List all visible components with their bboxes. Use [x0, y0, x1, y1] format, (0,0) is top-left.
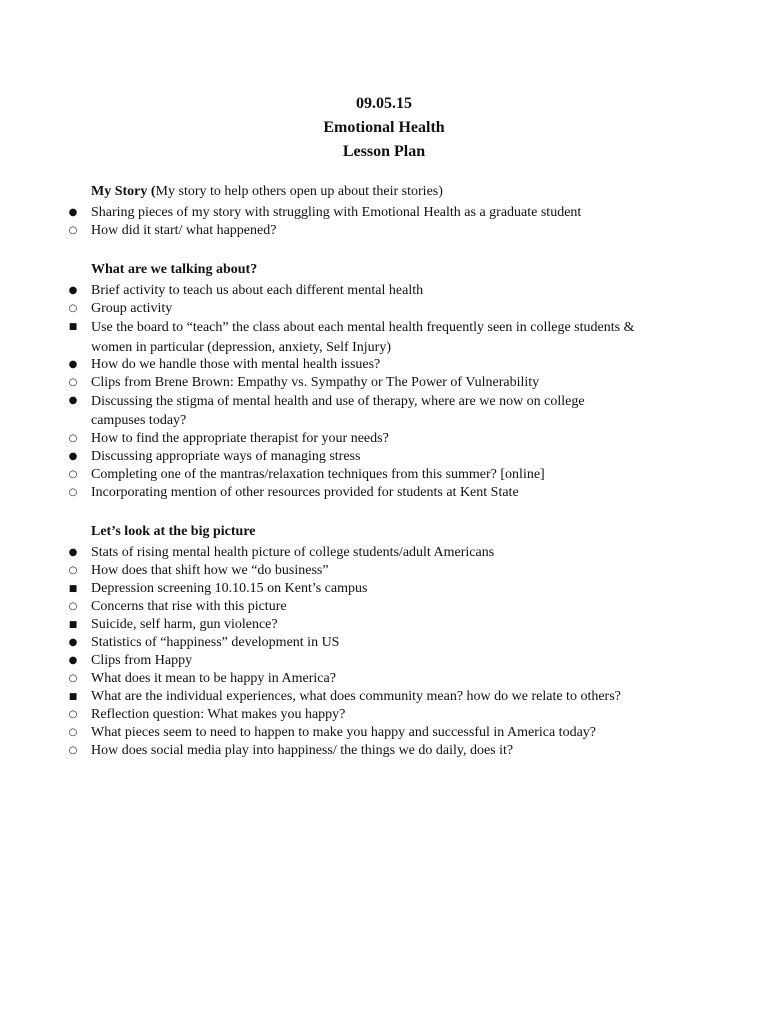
list-item-text: How did it start/ what happened? [91, 223, 277, 238]
list-item-text: Brief activity to teach us about each different mental health [91, 283, 424, 298]
document-title: Emotional Health [323, 119, 445, 136]
list-item-text: Clips from Happy [91, 653, 193, 668]
hollow-circle-bullet-icon: ○ [68, 565, 78, 576]
list-item-text: Concerns that rise with this picture [91, 599, 287, 614]
list-item-text: Discussing appropriate ways of managing stress [91, 449, 361, 464]
list-item-text: What pieces seem to need to happen to make you happy and successful in America today? [91, 725, 596, 740]
hollow-circle-bullet-icon: ○ [68, 601, 78, 612]
filled-circle-bullet-icon: ● [68, 359, 78, 370]
hollow-circle-bullet-icon: ○ [68, 433, 78, 444]
filled-circle-bullet-icon: ● [68, 451, 78, 462]
list-item-text: Use the board to “teach” the class about each mental health frequently seen in college students & women in particular (depression, anxiety, Self Injury) [91, 320, 635, 355]
section-heading-my-story [91, 183, 443, 201]
filled-circle-bullet-icon: ● [68, 395, 78, 406]
square-bullet-icon: ■ [68, 620, 78, 630]
list-item-text: What are the individual experiences, what does community mean? how do we relate to others? [91, 689, 621, 704]
hollow-circle-bullet-icon: ○ [68, 487, 78, 498]
list-item-text: Completing one of the mantras/relaxation techniques from this summer? [online] [91, 467, 545, 482]
filled-circle-bullet-icon: ● [68, 285, 78, 296]
square-bullet-icon: ■ [68, 584, 78, 594]
section-heading-rest: My story to help others open up about their stories) [155, 184, 443, 199]
document-subtitle: Lesson Plan [342, 143, 426, 160]
list-item-text: Statistics of “happiness” development in US [91, 635, 340, 650]
section-heading-bold: Let’s look at the big picture [91, 524, 256, 539]
list-item-text: How does that shift how we “do business” [91, 563, 329, 578]
hollow-circle-bullet-icon: ○ [68, 709, 78, 720]
list-item-text: Clips from Brene Brown: Empathy vs. Sympathy or The Power of Vulnerability [91, 375, 540, 390]
list-item-text: Incorporating mention of other resources provided for students at Kent State [91, 485, 519, 500]
section-heading-bold: What are we talking about? [91, 262, 258, 277]
hollow-circle-bullet-icon: ○ [68, 377, 78, 388]
filled-circle-bullet-icon: ● [68, 637, 78, 648]
list-item-text: Reflection question: What makes you happy? [91, 707, 346, 722]
square-bullet-icon: ■ [68, 322, 78, 332]
list-item-text: Suicide, self harm, gun violence? [91, 617, 278, 632]
list-item-text: How to find the appropriate therapist for your needs? [91, 431, 389, 446]
list-item-text: Group activity [91, 301, 173, 316]
square-bullet-icon: ■ [68, 692, 78, 702]
section-heading-bold: My Story ( [91, 184, 156, 199]
hollow-circle-bullet-icon: ○ [68, 727, 78, 738]
list-item-text: How do we handle those with mental health issues? [91, 357, 381, 372]
hollow-circle-bullet-icon: ○ [68, 303, 78, 314]
list-item-text: Discussing the stigma of mental health and use of therapy, where are we now on college campuses today? [91, 394, 585, 428]
list-item-text: Sharing pieces of my story with struggling with Emotional Health as a graduate student [91, 205, 582, 220]
document-date: 09.05.15 [356, 95, 412, 112]
hollow-circle-bullet-icon: ○ [68, 673, 78, 684]
list-item-text: Depression screening 10.10.15 on Kent’s campus [91, 581, 368, 596]
section-heading-what-are-we-talking-about [91, 261, 257, 279]
filled-circle-bullet-icon: ● [68, 547, 78, 558]
list-item-text: What does it mean to be happy in America? [91, 671, 336, 686]
section-heading-big-picture [91, 523, 256, 541]
filled-circle-bullet-icon: ● [68, 655, 78, 666]
list-item-text: Stats of rising mental health picture of college students/adult Americans [91, 545, 495, 560]
hollow-circle-bullet-icon: ○ [68, 469, 78, 480]
list-item-text: How does social media play into happiness/ the things we do daily, does it? [91, 743, 514, 758]
hollow-circle-bullet-icon: ○ [68, 745, 78, 756]
filled-circle-bullet-icon: ● [68, 207, 78, 218]
hollow-circle-bullet-icon: ○ [68, 225, 78, 236]
